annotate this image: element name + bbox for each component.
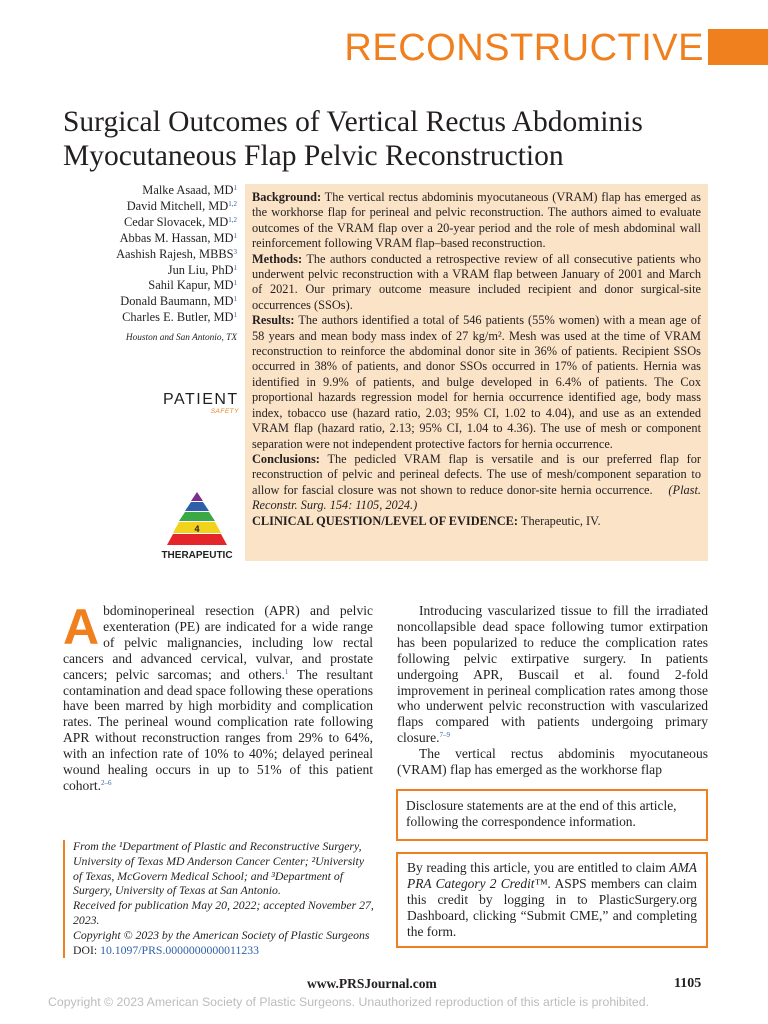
author: Aashish Rajesh, MBBS$^3$ (116, 246, 237, 261)
section-color-bar (708, 29, 768, 65)
section-label: RECONSTRUCTIVE (344, 27, 704, 69)
abstract-box (245, 184, 708, 561)
disclosure-box: Disclosure statements are at the end of this article, following the correspondence information. (396, 789, 708, 841)
author: Malke Asaad, $MD^1$ (142, 183, 237, 197)
doi: DOI: 10.1097/PRS.0000000000011233 (73, 943, 259, 957)
body-column-left (63, 599, 373, 794)
patient-safety-badge (163, 391, 239, 419)
abstract-level-of-evidence: CLINICAL QUESTION/LEVEL OF EVIDENCE: Therapeutic, IV. (252, 513, 601, 528)
abstract-background: Background: The vertical rectus abdominis myocutaneous (VRAM) flap has emerged as the workhorse flap for perineal and pelvic reconstruction. The authors aimed to evaluate outcomes of the VRAM flap over a 20-year period and the role of mesh abdominal wall reinforcement following VRAM flap–based reconstruction. (252, 190, 701, 251)
copyright-notice: Copyright © 2023 American Society of Plastic Surgeons. Unauthorized reproduction of this article is prohibited. (48, 995, 649, 1009)
citation: (Plast. Reconstr. Surg. 154: 1105, 2024.) (252, 482, 701, 513)
journal-url[interactable]: www.PRSJournal.com (307, 976, 437, 991)
author: David Mitchell, MD$^{1,2}$ (126, 198, 237, 213)
patient-safety-label: PATIENT (163, 391, 239, 408)
body-column-right (397, 603, 708, 778)
article-title: Surgical Outcomes of Vertical Rectus Abdominis Myocutaneous Flap Pelvic Reconstruction (63, 106, 643, 172)
doi-link[interactable]: 10.1097/PRS.0000000000011233 (100, 943, 259, 957)
author: Cedar Slovacek, MD$^{1,2}$ (123, 214, 237, 229)
body-paragraph: The vertical rectus abdominis myocutaneous (VRAM) flap has emerged as the workhorse flap (397, 746, 708, 778)
author: Sahil Kapur, $MD^1$ (148, 278, 237, 293)
author: Charles E. Butler, $MD^1$ (122, 310, 237, 325)
drop-cap: A (63, 599, 100, 655)
article-footnotes (63, 840, 375, 958)
abstract-conclusions: Conclusions: The pedicled VRAM flap is versatile and is our preferred flap for reconstruction of pelvic and perineal defects. The use of mesh/component separation to allow for fascial closure was not shown to reduce donor-site hernia occurrence. (Plast. Reconstr. Surg. 154: 1105, 2024.) (252, 451, 701, 513)
body-paragraph: Abdominoperineal resection (APR) and pelvic exenteration (PE) are indicated for a wide range of pelvic malignancies, including low rectal cancers and advanced cervical, vulvar, and prostate cancers; pelvic sarcomas; and others.$^1$ The resultant contamination and dead space following these operations have been marred by high morbidity and complication rates. The perineal wound complication rate following APR without reconstruction ranges from 29% to 64%, with an infection rate of 10% to 40%; delayed perineal wound healing occurs in up to 51% of this patient cohort.$^{2-6}$ (63, 599, 373, 793)
page-number: 1105 (674, 976, 702, 991)
evidence-type-label: THERAPEUTIC (161, 550, 233, 561)
author: Abbas M. Hassan, $MD^1$ (119, 230, 237, 245)
received-date: Received for publication May 20, 2022; accepted November 27, 2023. (73, 899, 374, 927)
author-list (60, 183, 237, 326)
cme-box: By reading this article, you are entitled to claim AMA PRA Category 2 Credit™. ASPS members can claim this credit by logging in to PlasticSurgery.org Dashboard, clicking “Submit CME,” and completing the form. (396, 852, 708, 948)
affiliations: From the ¹Department of Plastic and Reconstructive Surgery, University of Texas MD Anderson Cancer Center; ²University of Texas, McGovern Medical School; and ³Department of Surgery, University of Texas at San Antonio. (73, 840, 365, 898)
evidence-level-number: 4 (194, 524, 200, 534)
author: Donald Baumann, $MD^1$ (120, 294, 237, 309)
abstract-methods: Methods: The authors conducted a retrospective review of all consecutive patients who underwent pelvic reconstruction with a VRAM flap between January of 2001 and March of 2021. Our primary outcome measure included recipient and donor surgical-site occurrences (SSOs). (252, 251, 701, 312)
patient-safety-sublabel: SAFETY (210, 408, 239, 415)
author-location: Houston and San Antonio, TX (125, 333, 237, 343)
evidence-level-pyramid-icon (157, 492, 237, 562)
author: Jun Liu, PhD$^1$ (167, 262, 237, 277)
body-paragraph: Introducing vascularized tissue to fill the irradiated noncollapsible dead space following tumor extirpation has been popularized to reduce the complication rates following pelvic extirpative surgery. In patients undergoing APR, Buscail et al. found 2-fold improvement in perineal complication rates among those who underwent pelvic reconstruction with vascularized flaps compared with patients undergoing primary closure.$^{7-9}$ (397, 603, 708, 746)
abstract-results: Results: The authors identified a total of 546 patients (55% women) with a mean age of 58 years and mean body mass index of 27 kg/m². Mesh was used at the time of VRAM reconstruction to reinforce the abdominal donor site in 36% of patients. Recipient SSOs occurred in 38% of patients, and donor SSOs occurred in 17% of patients. Hernia was identified in 9.9% of patients, and bulge developed in 6.4% of patients. The Cox proportional hazards regression model for hernia occurrence identified age, body mass index, tobacco use (hazard ratio, 2.03; 95% CI, 1.02 to 4.04), and use as an extended VRAM flap (hazard ratio, 2.13; 95% CI, 1.04 to 4.36). The use of mesh or component separation were not independent protective factors for hernia occurrence. (252, 313, 701, 451)
copyright-line: Copyright © 2023 by the American Society of Plastic Surgeons (73, 928, 370, 942)
